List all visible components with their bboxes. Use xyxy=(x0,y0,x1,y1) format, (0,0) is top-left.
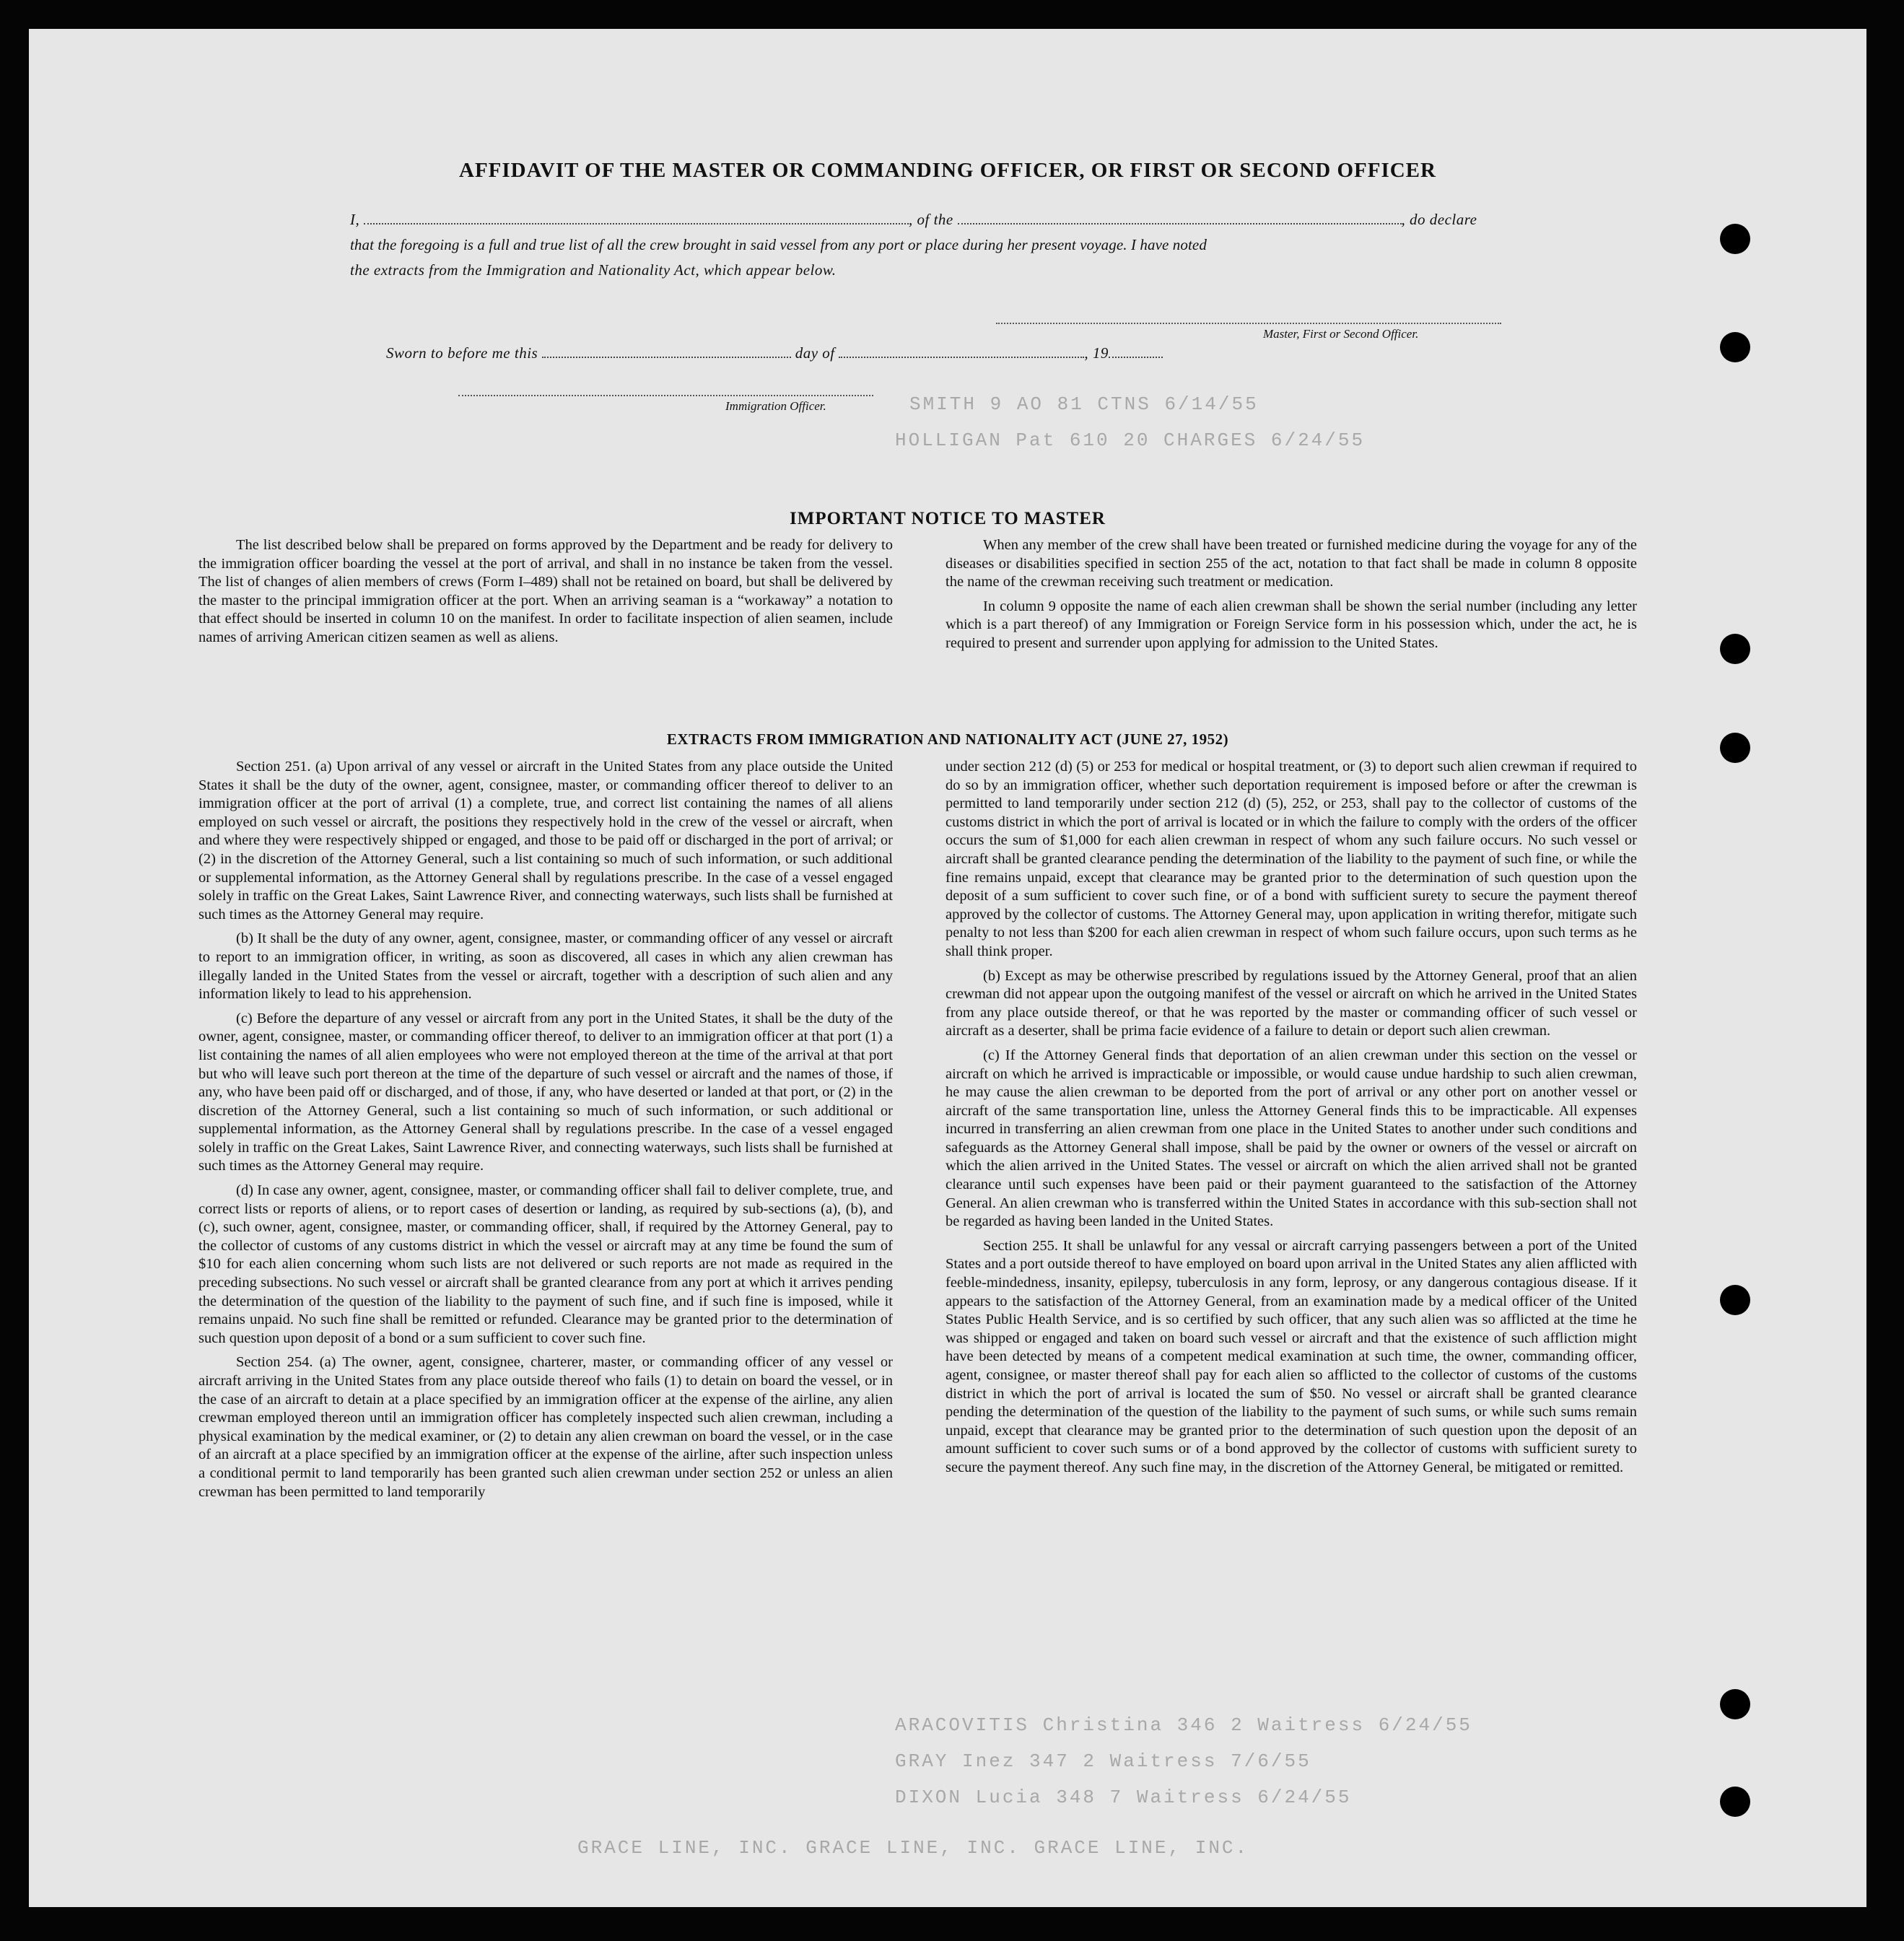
punch-hole xyxy=(1720,1787,1750,1817)
section-254-a: Section 254. (a) The owner, agent, consignee, charterer, master, or commanding officer of any vessel or aircraft arriving in the United States from any place outside thereof who fails (1) to detain on board the vessel, or in the case of an aircraft to detain at a place specified by an immigration officer at the expense of the airline, any alien crewman employed thereon until an immigration officer has completely inspected such alien crewman, including a physical examination by the medical examiner, or (2) to detain any alien crewman on board the vessel, or in the case of an aircraft at a place specified by an immigration officer at the expense of the airline, after such inspection unless a conditional permit to land temporarily has been granted such alien crewman under section 252 or unless an alien crewman has been permitted to land temporarily xyxy=(198,1354,893,1500)
day-blank[interactable] xyxy=(542,351,791,358)
master-signature-line[interactable] xyxy=(996,323,1501,324)
punch-hole xyxy=(1720,224,1750,254)
section-251-d: (d) In case any owner, agent, consignee, master, or commanding officer shall fail to deliver complete, true, and correct lists or reports of aliens, or to report cases of desertion or landing, as required by sub-sections (a), (b), and (c), such owner, agent, consignee, master, or commanding officer, shall, if required by the Attorney General, pay to the collector of customs of any customs district in which the vessel or aircraft may at any time be found the sum of $10 for each alien concerning whom such lists are not delivered or such reports are not made as required in the preceding subsections. No such vessel or aircraft shall be granted clearance from any port at which it arrives pending the determination of the question of the liability to the payment of such fine, and if such fine is imposed, while it remains unpaid. No such fine shall be remitted or refunded. Clearance may be granted prior to the determination of such question upon deposit of a bond or a sum sufficient to cover such fine. xyxy=(198,1182,893,1346)
document-page: SMITH 9 AO 81 CTNS 6/14/55 HOLLIGAN Pat 610 20 CHARGES 6/24/55 ARACOVITIS Christina 346 2 Waitress 6/24/55 GRAY Inez 347 2 Waitress 7/6/55 DIXON Lucia 348 7 Waitress 6/24/55 GRACE LINE, INC. GRACE LINE, INC. GRACE LINE, INC. AFFIDAVIT OF THE MASTER OR COMMANDING OFFICER, OR FIRST OR SECOND OFFICER I, , of the , do declare that the foregoing is a full and true list of all the crew brought in said vessel from any port or place during her present voyage. I have noted the extracts from the Immigration and Nationality Act, which appear below. Master, First or Second Officer. Sworn to before me this day of , 19 Immigration Officer. IMPORTANT NOTICE TO MASTER The list described below shall be prepared on forms approved by the Department and be ready for delivery to the immigration officer boarding the vessel at the port of arrival, and shall in no instance be taken from the vessel. The list of changes of alien members of crews (Form I–489) shall not be retained on board, but shall be delivered by the master to the principal immigration officer at the port. When an arriving seaman is a “workaway” a notation to that effect should be inserted in column 10 on the manifest. In order to facilitate inspection of alien seamen, include names of arriving American citizen seamen as well as aliens. When any member of the crew shall have been treated or furnished medicine during the voyage for any of the diseases or disabilities specified in section 255 of the act, notation to that fact shall be made in column 8 opposite the name of the crewman receiving such treatment or medication. In column 9 opposite the name of each alien crewman shall be shown the serial number (including any letter which is a part thereof) of any Immigration or Foreign Service form in his possession which, under the act, he is required to present and surrender upon applying for admission to the United States. EXTRACTS FROM IMMIGRATION AND NATIONALITY ACT (JUNE 27, 1952) Section 251. (a) Upon arrival of any vessel or aircraft in the United States from any place outside the United States it shall be the duty of the owner, agent, consignee, master, or commanding officer thereof to deliver to an immigration officer at the port of arrival (1) a complete, true, and correct list containing the names of all aliens employed on such vessel or aircraft, the positions they respectively hold in the crew of the vessel or aircraft, when and where they were respectively shipped or engaged, and those to be paid off or discharged in the port of arrival; or (2) in the discretion of the Attorney General, such a list containing so much of such information, or such additional or supplemental information, as the Attorney General shall by regulations prescribe. In the case of a vessel engaged solely in traffic on the Great Lakes, Saint Lawrence River, and connecting waterways, such lists shall be furnished at such times as the Attorney General may require. (b) It shall be the duty of any owner, agent, consignee, master, or commanding officer of any vessel or aircraft to report to an immigration officer, in writing, as soon as discovered, all cases in which any alien crewman has illegally landed in the United States from the vessel or aircraft, together with a description of such alien and any information likely to lead to his apprehension. (c) Before the departure of any vessel or aircraft from any port in the United States, it shall be the duty of the owner, agent, consignee, master, or commanding officer thereof, to deliver to an immigration officer at that port (1) a list containing the names of all alien employees who were not employed thereon at the time of the arrival at that port but who will leave such port thereon at the time of the departure of such vessel or aircraft and the names of those, if any, who have been paid off or discharged, and of those, if any, who have deserted or landed at that port, or (2) in the discretion of the Attorney General, such a list containing so much of such information, or such additional or supplemental information, as the Attorney General shall by regulations prescribe. In the case of a vessel engaged solely in traffic on the Great Lakes, Saint Lawrence River, and connecting waterways, such lists shall be furnished at such times as the Attorney General may require. (d) In case any owner, agent, consignee, master, or commanding officer shall fail to deliver complete, true, and correct lists or reports of aliens, or to report cases of desertion or landing, as required by sub-sections (a), (b), and (c), such owner, agent, consignee, master, or commanding officer, shall, if required by the Attorney General, pay to the collector of customs of any customs district in which the vessel or aircraft may at any time be found the sum of $10 for each alien concerning whom such lists are not delivered or such reports are not made as required in the preceding subsections. No such vessel or aircraft shall be granted clearance from any port at which it arrives pending the determination of the question of the liability to the payment of such fine, and if such fine is imposed, while it remains unpaid. No such fine shall be remitted or refunded. Clearance may be granted prior to the determination of such question upon deposit of a bond or a sum sufficient to cover such fine. Section 254. (a) The owner, agent, consignee, charterer, master, or commanding officer of any vessel or aircraft arriving in the United States from any place outside thereof who fails (1) to detain on board the vessel, or in the case of an aircraft to detain at a place specified by an immigration officer at the expense of the airline, any alien crewman employed thereon until an immigration officer has completely inspected such alien crewman, including a physical examination by the medical examiner, or (2) to detain any alien crewman on board the vessel, or in the case of an aircraft at a place specified by an immigration officer at the expense of the airline, after such inspection unless a conditional permit to land temporarily has been granted such alien crewman under section 252 or unless an alien crewman has been permitted to land temporarily under section 212 (d) (5) or 253 for medical or hospital treatment, or (3) to deport such alien crewman if required to do so by an immigration officer, whether such deportation requirement is imposed before or after the crewman is permitted to land temporarily under section 212 (d) (5), 252, or 253, shall pay to the collector of customs of the customs district in which the port of arrival is located or in which the failure to comply with the orders of the officer occurs the sum of $1,000 for each alien crewman in respect of whom any such failure occurs. No such vessel or aircraft shall be granted clearance pending the determination of the liability to the payment of such fine, or while the fine remains unpaid, except that clearance may be granted prior to the determination of such question upon the deposit of a sum sufficient to cover such fine, or of a bond with sufficient surety to secure the payment thereof approved by the collector of customs. The Attorney General may, upon application in writing therefor, mitigate such penalty to not less than $200 for each alien crewman in respect of whom such failure occurs, upon such terms as he shall think proper. (b) Except as may be otherwise prescribed by regulations issued by the Attorney General, proof that an alien crewman did not appear upon the outgoing manifest of the vessel or aircraft on which he arrived in the United States from any place outside thereof, or that he was reported by the master or commanding officer of such vessel or aircraft as a deserter, shall be prima facie evidence of a failure to detain or deport such alien crewman. (c) If the Attorney General finds that deportation of an alien crewman under this section on the vessel or aircraft on which he arrived is impracticable or impossible, or would cause undue hardship to such alien crewman, he may cause the alien crewman to be deported from the port of arrival or any other port on another vessel or aircraft of the same transportation line, unless the Attorney General finds this to be impracticable. All expenses incurred in transferring an alien crewman from one place in the United States to another under such conditions and safeguards as the Attorney General shall impose, shall be paid by the owner or owners of the vessel or aircraft on which the alien arrived in the United States. The vessel or aircraft on which the alien arrived shall not be granted clearance until such expenses have been paid or their payment guaranteed to the satisfaction of the Attorney General. An alien crewman who is transferred within the United States in accordance with this sub-section shall not be regarded as having been landed in the United States. Section 255. It shall be unlawful for any vessal or aircraft carrying passengers between a port of the United States and a port outside thereof to have employed on board upon arrival in the United States any alien afflicted with feeble-mindedness, insanity, epilepsy, tuberculosis in any form, leprosy, or any dangerous contagious disease. If it appears to the satisfaction of the Attorney General, from an examination made by a medical officer of the United States Public Health Service, and is so certified by such officer, that any such alien was so afflicted at the time he was shipped or engaged and taken on board such vessel or aircraft and that the existence of such affliction might have been detected by means of a competent medical examination at such time, the owner, commanding officer, agent, consignee, or master thereof shall pay for each alien so afflicted to the collector of customs of the customs district in which the port of arrival is located the sum of $50. No vessel or aircraft shall be granted clearance pending the determination of the question of the liability to the payment of such sums, or while such sums remain unpaid, except that clearance may be granted prior to the determination of such question upon the deposit of an amount sufficient to cover such sums or of a bond approved by the collector of customs with sufficient surety to secure the payment thereof. Any such fine may, in the discretion of the Attorney General, be mitigated or remitted. xyxy=(29,29,1866,1907)
notice-right-column xyxy=(946,536,1637,659)
punch-hole xyxy=(1720,1689,1750,1719)
master-label: Master, First or Second Officer. xyxy=(1263,327,1419,341)
name-blank[interactable] xyxy=(364,217,909,224)
section-251-c: (c) Before the departure of any vessel or aircraft from any port in the United States, it shall be the duty of the owner, agent, consignee, master, or commanding officer thereof, to deliver to an immigration officer at that port (1) a list containing the names of all alien employees who were not employed thereon at the time of the arrival at that port but who will leave such port thereon at the time of the departure of such vessel or aircraft and the names of those, if any, who have been paid off or discharged, and of those, if any, who have deserted or landed at that port, or (2) in the discretion of the Attorney General, such a list containing so much of such information, or such additional or supplemental information, as the Attorney General shall by regulations prescribe. In the case of a vessel engaged solely in traffic on the Great Lakes, Saint Lawrence River, and connecting waterways, such lists shall be furnished at such times as the Attorney General may require. xyxy=(198,1010,893,1174)
officer-signature-line[interactable] xyxy=(458,395,873,396)
vessel-blank[interactable] xyxy=(958,217,1402,224)
notice-left-paragraph: The list described below shall be prepared on forms approved by the Department and be ready for delivery to the immigration officer boarding the vessel at the port of arrival, and shall in no instance be taken from the vessel. The list of changes of alien members of crews (Form I–489) shall not be retained on board, but shall be delivered by the master to the principal immigration officer at the port. When an arriving seaman is a “workaway” a notation to that effect should be inserted in column 10 on the manifest. In order to facilitate inspection of alien seamen, include names of arriving American citizen seamen as well as aliens. xyxy=(198,537,893,645)
punch-hole xyxy=(1720,634,1750,664)
officer-label: Immigration Officer. xyxy=(725,399,826,413)
notice-right-paragraph-2: In column 9 opposite the name of each alien crewman shall be shown the serial number (including any letter which is a part thereof) of any Immigration or Foreign Service form in his possession which, under the act, he is required to present and surrender upon applying for admission to the United States. xyxy=(946,598,1637,651)
extracts-right-column xyxy=(946,758,1637,1483)
punch-hole xyxy=(1720,1285,1750,1315)
section-251-a: Section 251. (a) Upon arrival of any vessel or aircraft in the United States from any place outside the United States it shall be the duty of the owner, agent, consignee, master, or commanding officer thereof to deliver to an immigration officer at the port of arrival (1) a complete, true, and correct list containing the names of all aliens employed on such vessel or aircraft, the positions they respectively hold in the crew of the vessel or aircraft, when and where they were respectively shipped or engaged, and those to be paid off or discharged in the port of arrival; or (2) in the discretion of the Attorney General, such a list containing so much of such information, or such additional or supplemental information, as the Attorney General shall by regulations prescribe. In the case of a vessel engaged solely in traffic on the Great Lakes, Saint Lawrence River, and connecting waterways, such lists shall be furnished at such times as the Attorney General may require. xyxy=(198,759,893,922)
extracts-left-column xyxy=(198,758,893,1507)
affidavit-line-2: that the foregoing is a full and true list of all the crew brought in said vessel from any port or place during her present voyage. I have noted xyxy=(350,236,1207,253)
section-254-b: (b) Except as may be otherwise prescribed by regulations issued by the Attorney General, proof that an alien crewman did not appear upon the outgoing manifest of the vessel or aircraft on which he arrived in the United States from any place outside thereof, or that he was reported by the master or commanding officer of such vessel or aircraft as a deserter, shall be prima facie evidence of a failure to detain or deport such alien crewman. xyxy=(946,967,1637,1039)
notice-left-column xyxy=(198,536,893,653)
punch-hole xyxy=(1720,332,1750,362)
section-251-b: (b) It shall be the duty of any owner, agent, consignee, master, or commanding officer of any vessel or aircraft to report to an immigration officer, in writing, as soon as discovered, all cases in which any alien crewman has illegally landed in the United States from the vessel or aircraft, together with a description of such alien and any information likely to lead to his apprehension. xyxy=(198,930,893,1003)
month-blank[interactable] xyxy=(839,351,1084,358)
sworn-line: Sworn to before me this day of , 19 xyxy=(386,344,1163,362)
notice-right-paragraph-1: When any member of the crew shall have been treated or furnished medicine during the voyage for any of the diseases or disabilities specified in section 255 of the act, notation to that fact shall be made in column 8 opposite the name of the crewman receiving such treatment or medication. xyxy=(946,537,1637,590)
year-blank[interactable] xyxy=(1109,351,1163,358)
notice-title: IMPORTANT NOTICE TO MASTER xyxy=(790,509,1106,528)
section-254-c: (c) If the Attorney General finds that deportation of an alien crewman under this section on the vessel or aircraft on which he arrived is impracticable or impossible, or would cause undue hardship to such alien crewman, he may cause the alien crewman to be deported from the port of arrival or any other port on another vessel or aircraft of the same transportation line, unless the Attorney General finds this to be impracticable. All expenses incurred in transferring an alien crewman from one place in the United States to another under such conditions and safeguards as the Attorney General shall impose, shall be paid by the owner or owners of the vessel or aircraft on which the alien arrived in the United States. The vessel or aircraft on which the alien arrived shall not be granted clearance until such expenses have been paid or their payment guaranteed to the satisfaction of the Attorney General. An alien crewman who is transferred within the United States in accordance with this sub-section shall not be regarded as having been landed in the United States. xyxy=(946,1047,1637,1230)
section-254-a-continued: under section 212 (d) (5) or 253 for medical or hospital treatment, or (3) to deport such alien crewman if required to do so by an immigration officer, whether such deportation requirement is imposed before or after the crewman is permitted to land temporarily under section 212 (d) (5), 252, or 253, shall pay to the collector of customs of the customs district in which the port of arrival is located or in which the failure to comply with the orders of the officer occurs the sum of $1,000 for each alien crewman in respect of whom any such failure occurs. No such vessel or aircraft shall be granted clearance pending the determination of the liability to the payment of such fine, or while the fine remains unpaid, except that clearance may be granted prior to the determination of such question upon the deposit of a sum sufficient to cover such fine, or of a bond with sufficient surety to secure the payment thereof approved by the collector of customs. The Attorney General may, upon application in writing therefor, mitigate such penalty to not less than $200 for each alien crewman in respect of whom such failure occurs, upon such terms as he shall think proper. xyxy=(946,759,1637,959)
affidavit-line-1: I, , of the , do declare xyxy=(350,211,1477,228)
affidavit-line-3: the extracts from the Immigration and Nationality Act, which appear below. xyxy=(350,261,837,279)
affidavit-title: AFFIDAVIT OF THE MASTER OR COMMANDING OFFICER, OR FIRST OR SECOND OFFICER xyxy=(459,159,1436,182)
extracts-title: EXTRACTS FROM IMMIGRATION AND NATIONALITY ACT (JUNE 27, 1952) xyxy=(666,730,1229,748)
punch-hole xyxy=(1720,733,1750,763)
section-255: Section 255. It shall be unlawful for any vessal or aircraft carrying passengers between a port of the United States and a port outside thereof to have employed on board upon arrival in the United States any alien afflicted with feeble-mindedness, insanity, epilepsy, tuberculosis in any form, leprosy, or any dangerous contagious disease. If it appears to the satisfaction of the Attorney General, from an examination made by a medical officer of the United States Public Health Service, and is so certified by such officer, that any such alien was so afflicted at the time he was shipped or engaged and taken on board such vessel or aircraft and that the existence of such affliction might have been detected by means of a competent medical examination at such time, the owner, commanding officer, agent, consignee, or master thereof shall pay for each alien so afflicted to the collector of customs of the customs district in which the port of arrival is located the sum of $50. No vessel or aircraft shall be granted clearance pending the determination of the question of the liability to the payment of such sums, or while such sums remain unpaid, except that clearance may be granted prior to the determination of such question upon the deposit of an amount sufficient to cover such sums or of a bond approved by the collector of customs with sufficient surety to secure the payment thereof. Any such fine may, in the discretion of the Attorney General, be mitigated or remitted. xyxy=(946,1237,1637,1475)
